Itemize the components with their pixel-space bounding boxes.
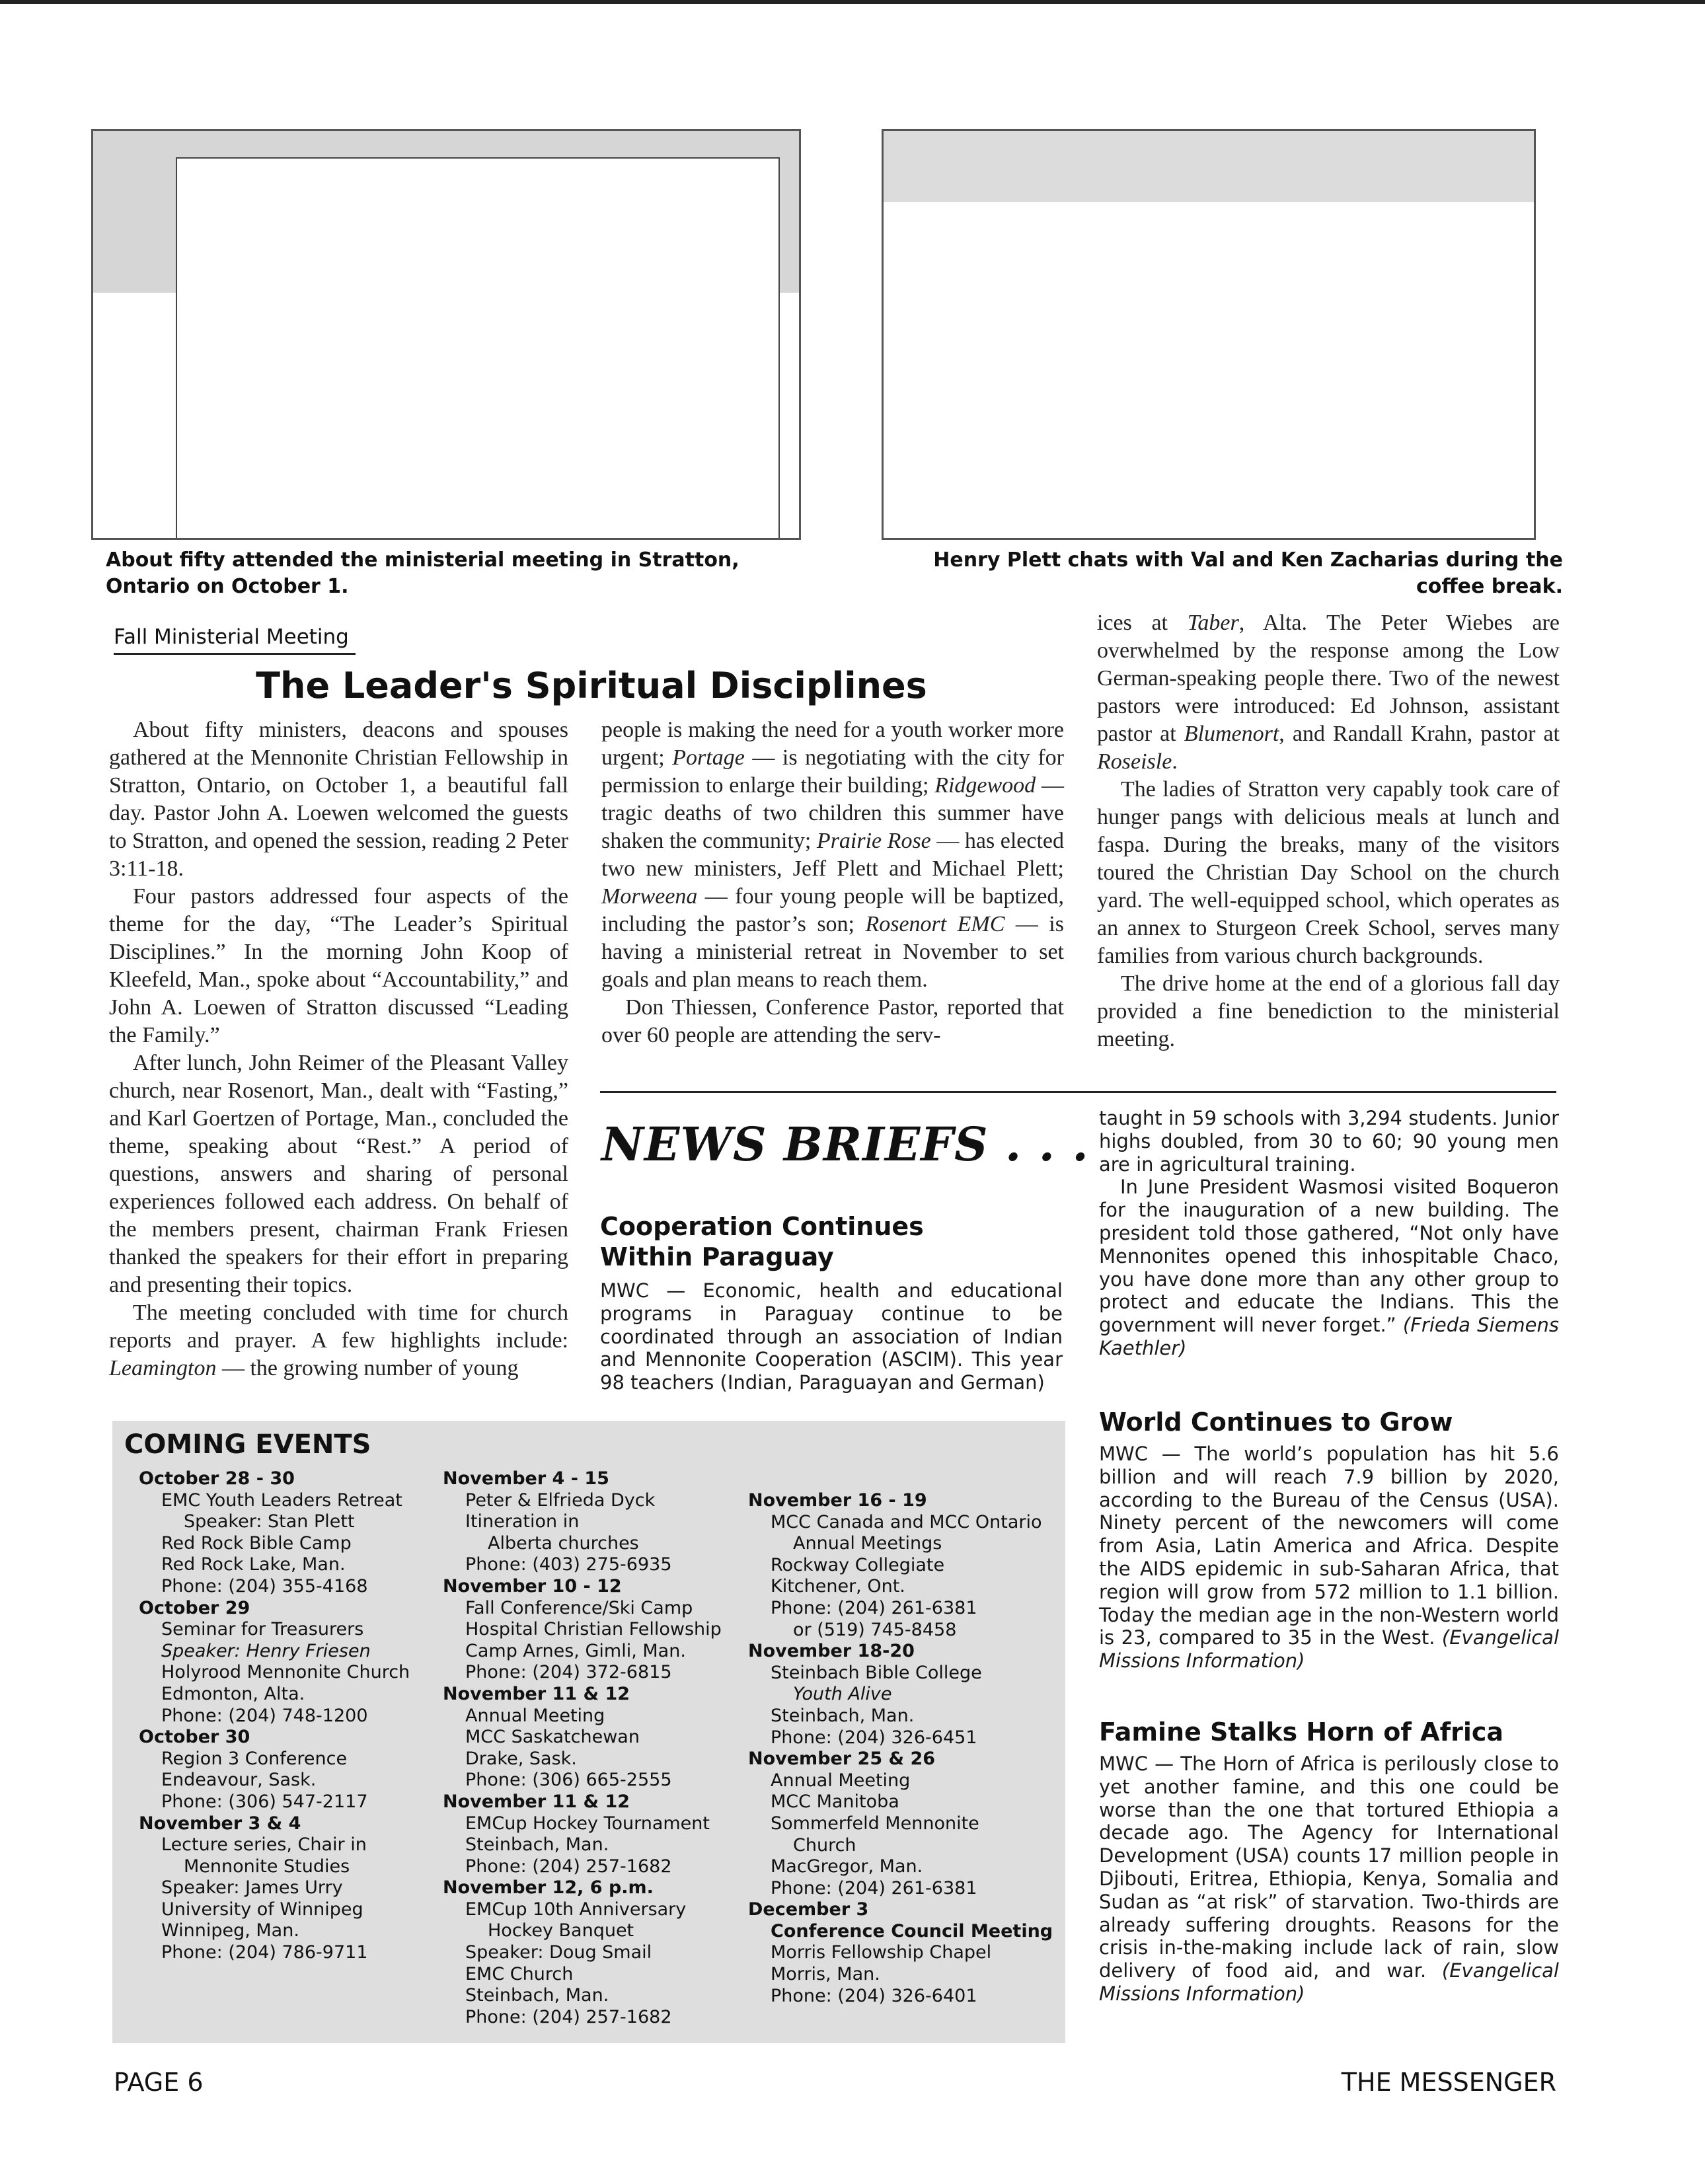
event-detail: Phone: (306) 665-2555 xyxy=(465,1770,672,1791)
event-detail: Kitchener, Ont. xyxy=(771,1576,905,1597)
event-detail: EMCup Hockey Tournament xyxy=(465,1813,710,1834)
event-detail: Speaker: James Urry xyxy=(161,1877,343,1899)
event-detail: Youth Alive xyxy=(793,1684,892,1705)
event-date: November 10 - 12 xyxy=(443,1575,622,1597)
event-detail: Lecture series, Chair in xyxy=(161,1834,367,1856)
coming-events-title: COMING EVENTS xyxy=(124,1429,371,1460)
event-detail: Endeavour, Sask. xyxy=(161,1770,317,1791)
article-kicker: Fall Ministerial Meeting xyxy=(114,625,349,649)
event-detail: Phone: (204) 786-9711 xyxy=(161,1942,368,1963)
event-detail: MCC Saskatchewan xyxy=(465,1727,640,1748)
news-headline-world-population: World Continues to Grow xyxy=(1099,1408,1453,1437)
event-detail: Phone: (204) 261-6381 xyxy=(771,1877,977,1899)
event-detail: Morris, Man. xyxy=(771,1964,880,1985)
event-detail: EMCup 10th Anniversary xyxy=(465,1899,687,1920)
news-headline-famine: Famine Stalks Horn of Africa xyxy=(1099,1717,1504,1747)
event-detail: Steinbach, Man. xyxy=(465,1985,609,2006)
events-column-2 xyxy=(443,1468,722,2028)
news-headline-paraguay: Cooperation Continues Within Paraguay xyxy=(600,1212,924,1271)
event-detail: Annual Meeting xyxy=(771,1770,911,1791)
coffee-break-photo-caption: Henry Plett chats with Val and Ken Zacharias during the coffee break. xyxy=(933,548,1563,598)
event-detail: Camp Arnes, Gimli, Man. xyxy=(465,1640,686,1661)
news-briefs-masthead: NEWS BRIEFS . . . xyxy=(601,1117,1089,1172)
event-detail: Phone: (204) 257-1682 xyxy=(465,2006,672,2027)
article-paragraph: About fifty ministers, deacons and spouses gathered at the Mennonite Christian Fellowship in Stratton, Ontario, on October 1, a beautiful fall day. Pastor John A. Loewen welcomed the guests to Stratton, and opened the session, reading 2 Peter 3:11-18. xyxy=(109,718,568,881)
news-body-world-population: MWC — The world’s population has hit 5.6 billion and will reach 7.9 billion by 2020, according to the Bureau of the Census (USA). Ninety percent of the newcomers will come from Asia, Latin America and Africa. Despite the AIDS epidemic in sub-Saharan Africa, that region will grow from 572 million to 1.1 billion. Today the median age in the non-Western world is 23, compared to 35 in the West. (Evangelical Missions Information) xyxy=(1099,1443,1560,1673)
event-detail: Speaker: Stan Plett xyxy=(184,1511,355,1532)
event-detail: Mennonite Studies xyxy=(184,1856,350,1877)
event-date: November 16 - 19 xyxy=(748,1490,927,1511)
event-detail: Phone: (204) 748-1200 xyxy=(161,1705,368,1726)
event-detail: Phone: (204) 257-1682 xyxy=(465,1856,672,1877)
event-detail: MCC Manitoba xyxy=(771,1791,899,1813)
top-border xyxy=(0,0,1705,4)
article-paragraph: Four pastors addressed four aspects of the theme for the day, “The Leader’s Spiritual Disciplines.” In the morning John Koop of Kleefeld, Man., spoke about “Accountability,” and John A. Loewen of Stratton discussed “Leading the Family.” xyxy=(109,884,568,1047)
event-detail: Edmonton, Alta. xyxy=(161,1683,305,1704)
publication-name: THE MESSENGER xyxy=(1341,2068,1556,2097)
article-paragraph: ices at Taber, Alta. The Peter Wiebes are overwhelmed by the response among the Low German-speaking people there. Two of the newest pastors were introduced: Ed Johnson, assistant pastor at Blumenort, and Randall Krahn, pastor at Roseisle. xyxy=(1097,611,1560,774)
event-detail: Peter & Elfrieda Dyck xyxy=(465,1489,656,1511)
event-detail: Alberta churches xyxy=(488,1532,639,1554)
article-paragraph: The meeting concluded with time for church reports and prayer. A few highlights include: Leamington — the growing number of young xyxy=(109,1300,568,1380)
event-detail: EMC Youth Leaders Retreat xyxy=(161,1489,402,1511)
event-detail: Annual Meetings xyxy=(793,1533,942,1554)
event-detail: Sommerfeld Mennonite xyxy=(771,1813,979,1834)
event-date: October 30 xyxy=(139,1727,250,1748)
article-title: The Leader's Spiritual Disciplines xyxy=(256,665,927,706)
event-detail: Fall Conference/Ski Camp xyxy=(465,1597,693,1618)
event-detail: Red Rock Bible Camp xyxy=(161,1532,352,1554)
event-detail: Holyrood Mennonite Church xyxy=(161,1662,410,1683)
event-detail: Phone: (204) 355-4168 xyxy=(161,1575,368,1597)
news-body-paraguay: MWC — Economic, health and educational programs in Paraguay continue to be coordinated through an association of Indian and Mennonite Cooperation (ASCIM). This year 98 teachers (Indian, Paraguayan and German) xyxy=(600,1279,1063,1394)
news-body-paraguay-continued: taught in 59 schools with 3,294 students. Junior highs doubled, from 30 to 60; 90 young men are in agricultural training. In June President Wasmosi visited Boqueron for the inauguration of a new building. The president told those gathered, “Not only have Mennonites opened this inhospitable Chaco, you have done more than any other group to protect and educate the Indians. This the government will never forget.” (Frieda Siemens Kaethler) xyxy=(1099,1107,1559,1359)
event-detail: Church xyxy=(793,1834,856,1856)
article-paragraph: After lunch, John Reimer of the Pleasant Valley church, near Rosenort, Man., dealt with “Fasting,” and Karl Goertzen of Portage, Man., concluded the theme, speaking about “Rest.” A period of questions, answers and sharing of personal experiences followed each address. On behalf of the members present, chairman Frank Friesen thanked the speakers for their effort in preparing and presenting their topics. xyxy=(109,1051,568,1297)
event-detail: University of Winnipeg xyxy=(161,1899,363,1920)
event-detail: Red Rock Lake, Man. xyxy=(161,1554,346,1575)
event-detail: MacGregor, Man. xyxy=(771,1856,923,1877)
event-detail: Rockway Collegiate xyxy=(771,1554,945,1575)
article-paragraph: people is making the need for a youth worker more urgent; Portage — is negotiating with the city for permission to enlarge their building; Ridgewood — tragic deaths of two children this summer have shaken the community; Prairie Rose — has elected two new ministers, Jeff Plett and Michael Plett; Morweena — four young people will be baptized, including the pastor’s son; Rosenort EMC — is having a ministerial retreat in November to set goals and plan means to reach them. xyxy=(601,718,1064,992)
event-detail: EMC Church xyxy=(465,1963,574,1984)
article-paragraph: Don Thiessen, Conference Pastor, reported that over 60 people are attending the serv- xyxy=(601,995,1064,1047)
event-date: November 3 & 4 xyxy=(139,1813,301,1834)
event-detail: Itineration in xyxy=(465,1511,580,1532)
event-detail: Steinbach Bible College xyxy=(771,1662,982,1683)
event-detail: Phone: (204) 372-6815 xyxy=(465,1662,672,1683)
page-number: PAGE 6 xyxy=(114,2068,204,2097)
section-divider xyxy=(600,1091,1556,1093)
article-paragraph: The drive home at the end of a glorious fall day provided a fine benediction to the ministerial meeting. xyxy=(1097,971,1560,1051)
event-detail: Speaker: Henry Friesen xyxy=(161,1640,371,1661)
event-date: October 28 - 30 xyxy=(139,1468,295,1489)
kicker-underline xyxy=(114,653,356,655)
event-date: December 3 xyxy=(748,1899,869,1920)
event-detail: Seminar for Treasurers xyxy=(161,1619,364,1640)
event-detail: Phone: (403) 275-6935 xyxy=(465,1554,672,1575)
event-detail: Speaker: Doug Smail xyxy=(465,1942,652,1963)
event-detail: Annual Meeting xyxy=(465,1705,605,1726)
event-date: November 25 & 26 xyxy=(748,1749,936,1770)
event-date: November 12, 6 p.m. xyxy=(443,1877,654,1899)
coffee-break-photo xyxy=(882,129,1536,540)
event-detail: Region 3 Conference xyxy=(161,1748,348,1769)
event-detail: Steinbach, Man. xyxy=(771,1705,915,1726)
event-detail: Winnipeg, Man. xyxy=(161,1920,299,1941)
event-detail: MCC Canada and MCC Ontario xyxy=(771,1511,1042,1532)
meeting-photo xyxy=(91,129,801,540)
events-column-1 xyxy=(139,1468,410,1964)
event-detail: Steinbach, Man. xyxy=(465,1834,609,1856)
meeting-photo-caption: About fifty attended the ministerial meeting in Stratton, Ontario on October 1. xyxy=(106,548,739,598)
article-paragraph: The ladies of Stratton very capably took care of hunger pangs with delicious meals at lunch and faspa. During the breaks, many of the visitors toured the Christian Day School on the church yard. The well-equipped school, which operates as an annex to Sturgeon Creek School, serves many families from various church backgrounds. xyxy=(1097,777,1560,968)
event-detail: Hockey Banquet xyxy=(488,1920,634,1941)
event-detail: Morris Fellowship Chapel xyxy=(771,1942,992,1963)
event-detail: Conference Council Meeting xyxy=(771,1920,1053,1941)
event-date: November 11 & 12 xyxy=(443,1683,630,1704)
article-column-2 xyxy=(601,716,1064,1049)
event-detail: Phone: (204) 326-6401 xyxy=(771,1985,977,2006)
events-column-3 xyxy=(748,1490,1053,2007)
coming-events-box xyxy=(112,1421,1065,2043)
event-detail: or (519) 745-8458 xyxy=(793,1619,957,1640)
event-detail: Phone: (306) 547-2117 xyxy=(161,1791,368,1812)
event-detail: Hospital Christian Fellowship xyxy=(465,1619,722,1640)
event-detail: Phone: (204) 261-6381 xyxy=(771,1597,977,1618)
event-date: October 29 xyxy=(139,1597,250,1618)
event-date: November 4 - 15 xyxy=(443,1468,609,1489)
event-date: November 11 & 12 xyxy=(443,1791,630,1812)
event-date: November 18-20 xyxy=(748,1641,915,1662)
article-column-3 xyxy=(1097,609,1560,1053)
news-body-famine: MWC — The Horn of Africa is perilously close to yet another famine, and this one could be worse than the one that tortured Ethiopia a decade ago. The Agency for International Development (USA) counts 17 million people in Djibouti, Eritrea, Ethiopia, Kenya, Somalia and Sudan as “at risk” of starvation. Two-thirds are already suffering droughts. Reasons for the crisis in-the-making include lack of rain, slow delivery of food aid, and war. (Evangelical Missions Information) xyxy=(1099,1752,1559,2005)
event-detail: Phone: (204) 326-6451 xyxy=(771,1727,977,1748)
event-detail: Drake, Sask. xyxy=(465,1748,577,1769)
article-column-1 xyxy=(109,716,568,1382)
